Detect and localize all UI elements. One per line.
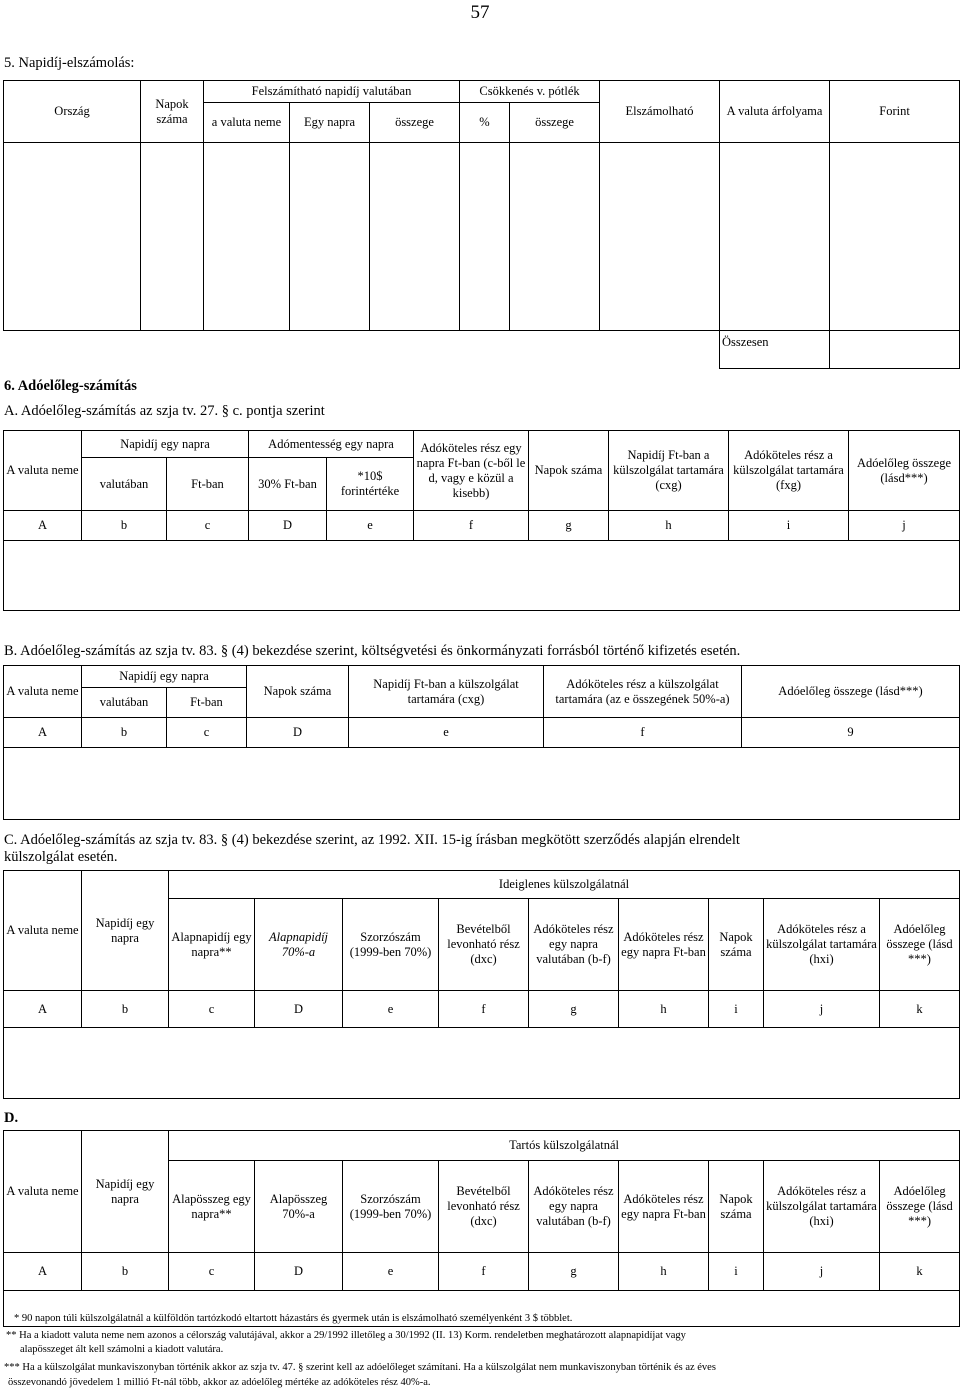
col-osszege: összege [370, 103, 460, 143]
col-egy-napra: Egy napra [290, 103, 370, 143]
a-col-30pct: 30% Ft-ban [249, 458, 327, 511]
c-letter: c [169, 991, 255, 1028]
a-col-adoeloleg: Adóelőleg összege (lásd***) [849, 431, 960, 511]
a-letter: b [82, 511, 167, 541]
c-col-bevetelbol: Bevételből levonható rész (dxc) [439, 899, 529, 991]
c-letter: D [255, 991, 343, 1028]
d-letter: A [4, 1253, 82, 1291]
b-col-napok: Napok száma [247, 666, 349, 718]
col-arfolyam: A valuta árfolyama [720, 81, 830, 143]
table-6a [3, 430, 960, 611]
b-letter: f [544, 718, 742, 748]
col-elszamolhato: Elszámolható [600, 81, 720, 143]
b-col-valutaban: valutában [82, 688, 167, 718]
b-letter: D [247, 718, 349, 748]
b-col-valuta-neme: A valuta neme [4, 666, 82, 718]
a-letter: f [414, 511, 529, 541]
a-letter: D [249, 511, 327, 541]
d-letter: D [255, 1253, 343, 1291]
d-letter: i [709, 1253, 764, 1291]
d-col-napok: Napok száma [709, 1161, 764, 1253]
a-col-napidij-ft: Napidíj Ft-ban a külszolgálat tartamára (cxg) [609, 431, 729, 511]
c-col-ideiglenes: Ideiglenes külszolgálatnál [169, 871, 960, 899]
table-6c [3, 870, 960, 1099]
col-orszag: Ország [4, 81, 141, 143]
d-letter: h [619, 1253, 709, 1291]
a-col-adokoteles-resz: Adóköteles rész a külszolgálat tartamára (fxg) [729, 431, 849, 511]
footnote-1: * 90 napon túli külszolgálatnál a külföldön tartózkodó eltartott házastárs és gyermek után is elszámolható személyenként 3 $ többlet. [14, 1313, 573, 1324]
c-col-adokoteles-ft: Adóköteles rész egy napra Ft-ban [619, 899, 709, 991]
d-letter: b [82, 1253, 169, 1291]
b-letter: 9 [742, 718, 960, 748]
a-col-valuta-neme: A valuta neme [4, 431, 82, 511]
a-letter: g [529, 511, 609, 541]
b-col-napidij-ft: Napidíj Ft-ban a külszolgálat tartamára (cxg) [349, 666, 544, 718]
d-letter: f [439, 1253, 529, 1291]
d-col-adokoteles-kul: Adóköteles rész a külszolgálat tartamára (hxi) [764, 1161, 880, 1253]
section-5-title: 5. Napidíj-elszámolás: [4, 55, 135, 71]
c-col-adoeloleg: Adóelőleg összege (lásd ***) [880, 899, 960, 991]
a-col-adomentesseg: Adómentesség egy napra [249, 431, 414, 458]
col-pct: % [460, 103, 510, 143]
c-col-alapnapidij-70: Alapnapidíj 70%-a [255, 899, 343, 991]
d-col-szorzoszam: Szorzószám (1999-ben 70%) [343, 1161, 439, 1253]
a-col-napok: Napok száma [529, 431, 609, 511]
b-col-ftban: Ft-ban [167, 688, 247, 718]
section-6d-title: D. [4, 1110, 19, 1126]
c-letter: b [82, 991, 169, 1028]
d-col-adoeloleg: Adóelőleg összege (lásd ***) [880, 1161, 960, 1253]
col-forint: Forint [830, 81, 960, 143]
a-letter: e [327, 511, 414, 541]
table-6d [3, 1130, 960, 1327]
section-6-title: 6. Adóelőleg-számítás [4, 378, 137, 394]
a-col-adokoteles: Adóköteles rész egy napra Ft-ban (c-ből le d, vagy e közül a kisebb) [414, 431, 529, 511]
c-letter: f [439, 991, 529, 1028]
b-letter: A [4, 718, 82, 748]
col-felszamithato: Felszámítható napidíj valutában [204, 81, 460, 103]
a-col-10usd: *10$ forintértéke [327, 458, 414, 511]
c-col-szorzoszam: Szorzószám (1999-ben 70%) [343, 899, 439, 991]
c-letter: k [880, 991, 960, 1028]
c-letter: j [764, 991, 880, 1028]
section-6c-title: C. Adóelőleg-számítás az szja tv. 83. § (4) bekezdése szerint, az 1992. XII. 15-ig írásban megkötött szerződés alapján elrendelt külszolgálat esetén. [4, 832, 740, 865]
a-letter: j [849, 511, 960, 541]
d-col-bevetelbol: Bevételből levonható rész (dxc) [439, 1161, 529, 1253]
d-col-adokoteles-valuta: Adóköteles rész egy napra valutában (b-f) [529, 1161, 619, 1253]
d-letter: c [169, 1253, 255, 1291]
a-letter: h [609, 511, 729, 541]
d-col-adokoteles-ft: Adóköteles rész egy napra Ft-ban [619, 1161, 709, 1253]
footnote-2a: ** Ha a kiadott valuta neme nem azonos a célország valutájával, akkor a 29/1992 illetőleg a 30/1992 (II. 13) Korm. rendeletben meghatározott alapnapidíjat vagy [6, 1330, 686, 1341]
page-number: 57 [470, 2, 490, 23]
b-col-adoeloleg: Adóelőleg összege (lásd***) [742, 666, 960, 718]
b-col-napidij: Napidíj egy napra [82, 666, 247, 688]
b-letter: c [167, 718, 247, 748]
a-letter: c [167, 511, 249, 541]
c-col-alapnapidij-egy: Alapnapidíj egy napra** [169, 899, 255, 991]
b-letter: b [82, 718, 167, 748]
c-letter: A [4, 991, 82, 1028]
section-6a-title: A. Adóelőleg-számítás az szja tv. 27. § c. pontja szerint [4, 403, 325, 419]
d-letter: j [764, 1253, 880, 1291]
footnote-3a: *** Ha a külszolgálat munkaviszonyban történik akkor az szja tv. 47. § szerint kell az adóelőleget számítani. Ha a külszolgálat nem munkaviszonyban történik és az éves [4, 1362, 716, 1373]
d-col-alaposszeg-egy: Alapösszeg egy napra** [169, 1161, 255, 1253]
c-col-adokoteles-kul: Adóköteles rész a külszolgálat tartamára (hxi) [764, 899, 880, 991]
col-csokkenes: Csökkenés v. pótlék [460, 81, 600, 103]
c-letter: g [529, 991, 619, 1028]
a-letter: A [4, 511, 82, 541]
osszesen-label: Összesen [720, 331, 830, 369]
d-col-napidij: Napidíj egy napra [82, 1131, 169, 1253]
footnote-2b: alapösszeget ált kell számolni a kiadott valutára. [20, 1344, 224, 1355]
section-6b-title: B. Adóelőleg-számítás az szja tv. 83. § (4) bekezdése szerint, költségvetési és önkormányzati forrásból történő kifizetés esetén. [4, 643, 741, 659]
col-valuta-neme: a valuta neme [204, 103, 290, 143]
d-letter: k [880, 1253, 960, 1291]
napidij-table [3, 80, 960, 369]
c-letter: i [709, 991, 764, 1028]
b-col-adokoteles: Adóköteles rész a külszolgálat tartamára (az e összegének 50%-a) [544, 666, 742, 718]
col-napok: Napok száma [141, 81, 204, 143]
footnote-3b: összevonandó jövedelem 1 millió Ft-nál több, akkor az adóelőleg mértéke az adóköteles rész 40%-a. [8, 1377, 431, 1388]
d-col-valuta-neme: A valuta neme [4, 1131, 82, 1253]
c-col-napidij: Napidíj egy napra [82, 871, 169, 991]
d-letter: e [343, 1253, 439, 1291]
c-col-valuta-neme: A valuta neme [4, 871, 82, 991]
a-letter: i [729, 511, 849, 541]
a-col-napidij: Napidíj egy napra [82, 431, 249, 458]
table-6b [3, 665, 960, 820]
c-letter: e [343, 991, 439, 1028]
c-col-napok: Napok száma [709, 899, 764, 991]
a-col-ftban: Ft-ban [167, 458, 249, 511]
b-letter: e [349, 718, 544, 748]
d-col-tartos: Tartós külszolgálatnál [169, 1131, 960, 1161]
d-col-alaposszeg-70: Alapösszeg 70%-a [255, 1161, 343, 1253]
c-letter: h [619, 991, 709, 1028]
c-col-adokoteles-valuta: Adóköteles rész egy napra valutában (b-f) [529, 899, 619, 991]
d-letter: g [529, 1253, 619, 1291]
a-col-valutaban: valutában [82, 458, 167, 511]
col-osszege2: összege [510, 103, 600, 143]
